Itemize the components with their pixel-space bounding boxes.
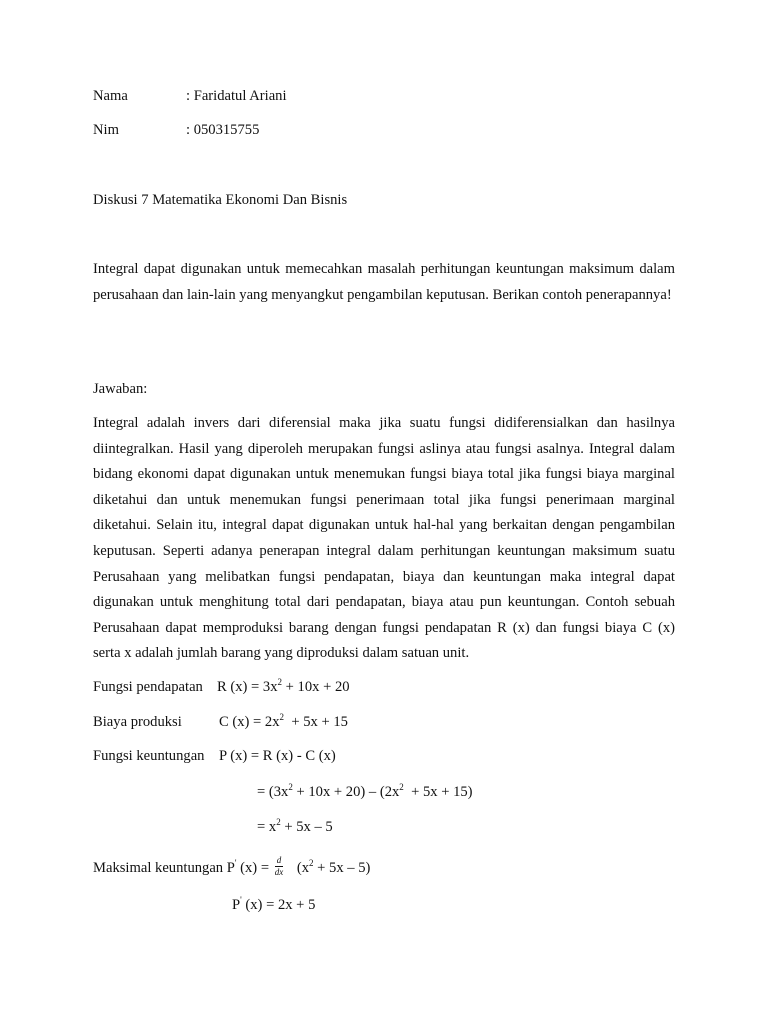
exponent: 2 bbox=[279, 712, 285, 722]
exponent: 2 bbox=[399, 782, 404, 792]
profit-label: Fungsi keuntungan bbox=[93, 748, 205, 764]
exponent: 2 bbox=[277, 677, 283, 687]
deriv-rest: (x) = 2x + 5 bbox=[241, 897, 316, 913]
max-mid: (x) = bbox=[236, 859, 273, 876]
question-paragraph: Integral dapat digunakan untuk memecahkan masalah perhitungan keuntungan maksimum dalam perusahaan dan lain-lain yang menyangkut pengambilan keputusan. Berikan contoh penerapannya! bbox=[93, 261, 675, 303]
cost-lhs: C (x) = 2x bbox=[219, 714, 280, 730]
derivative-fraction bbox=[275, 856, 284, 877]
nim-label: Nim bbox=[93, 122, 119, 138]
nim-value: : 050315755 bbox=[186, 122, 260, 138]
profit-step-1 bbox=[257, 782, 473, 800]
answer-label: Jawaban: bbox=[93, 381, 148, 397]
max-b: + 5x – 5) bbox=[313, 859, 371, 876]
step1-a: = (3x bbox=[257, 784, 289, 800]
max-label: Maksimal keuntungan P bbox=[93, 859, 235, 876]
fraction-denominator: dx bbox=[274, 867, 284, 877]
step1-c: + 5x + 15) bbox=[403, 784, 473, 800]
exponent: 2 bbox=[276, 817, 281, 827]
profit-formula: P (x) = R (x) - C (x) bbox=[219, 748, 336, 764]
name-value: : Faridatul Ariani bbox=[186, 88, 287, 104]
derivative-result bbox=[232, 895, 316, 913]
profit-step-2 bbox=[257, 817, 333, 835]
cost-label: Biaya produksi bbox=[93, 714, 182, 730]
step2-a: = x bbox=[257, 819, 277, 835]
revenue-lhs: R (x) = 3x bbox=[217, 679, 278, 695]
exponent: 2 bbox=[309, 857, 314, 868]
step2-b: + 5x – 5 bbox=[280, 819, 333, 835]
answer-paragraph: Integral adalah invers dari diferensial maka jika suatu fungsi didiferensialkan dan hasilnya diintegralkan. Hasil yang diperoleh merupakan fungsi aslinya atau fungsi asalnya. Integral dalam bidang ekonomi dapat digunakan untuk menemukan fungsi biaya total jika fungsi biaya marginal diketahui dan untuk menemukan fungsi penerimaan total jika fungsi penerimaan marginal diketahui. Selain itu, integral dapat digunakan untuk hal-hal yang berkaitan dengan pengambilan keputusan. Seperti adanya penerapan integral dalam perhitungan keuntungan maksimum suatu Perusahaan yang melibatkan fungsi pendapatan, biaya dan keuntungan maka integral dapat digunakan untuk menghitung total dari pendapatan, biaya atau pun keuntungan. Contoh sebuah Perusahaan dapat memproduksi barang dengan fungsi pendapatan R (x) dan fungsi biaya C (x) serta x adalah jumlah barang yang diproduksi dalam satuan unit. bbox=[93, 415, 675, 662]
revenue-label: Fungsi pendapatan bbox=[93, 679, 203, 695]
step1-b: + 10x + 20) – (2x bbox=[292, 784, 400, 800]
revenue-equation bbox=[93, 680, 203, 695]
exponent: 2 bbox=[288, 782, 293, 792]
max-a: (x bbox=[293, 859, 310, 876]
prime-mark: ' bbox=[234, 857, 237, 868]
revenue-formula bbox=[217, 677, 350, 695]
name-label: Nama bbox=[93, 88, 128, 104]
max-profit-equation bbox=[93, 855, 371, 879]
fraction-numerator: d bbox=[276, 855, 282, 865]
cost-rhs: + 5x + 15 bbox=[284, 714, 348, 730]
revenue-rhs: + 10x + 20 bbox=[282, 679, 350, 695]
cost-formula bbox=[219, 712, 348, 730]
document-title: Diskusi 7 Matematika Ekonomi Dan Bisnis bbox=[93, 192, 348, 208]
prime-mark: ' bbox=[240, 895, 242, 905]
deriv-p: P bbox=[232, 897, 241, 913]
